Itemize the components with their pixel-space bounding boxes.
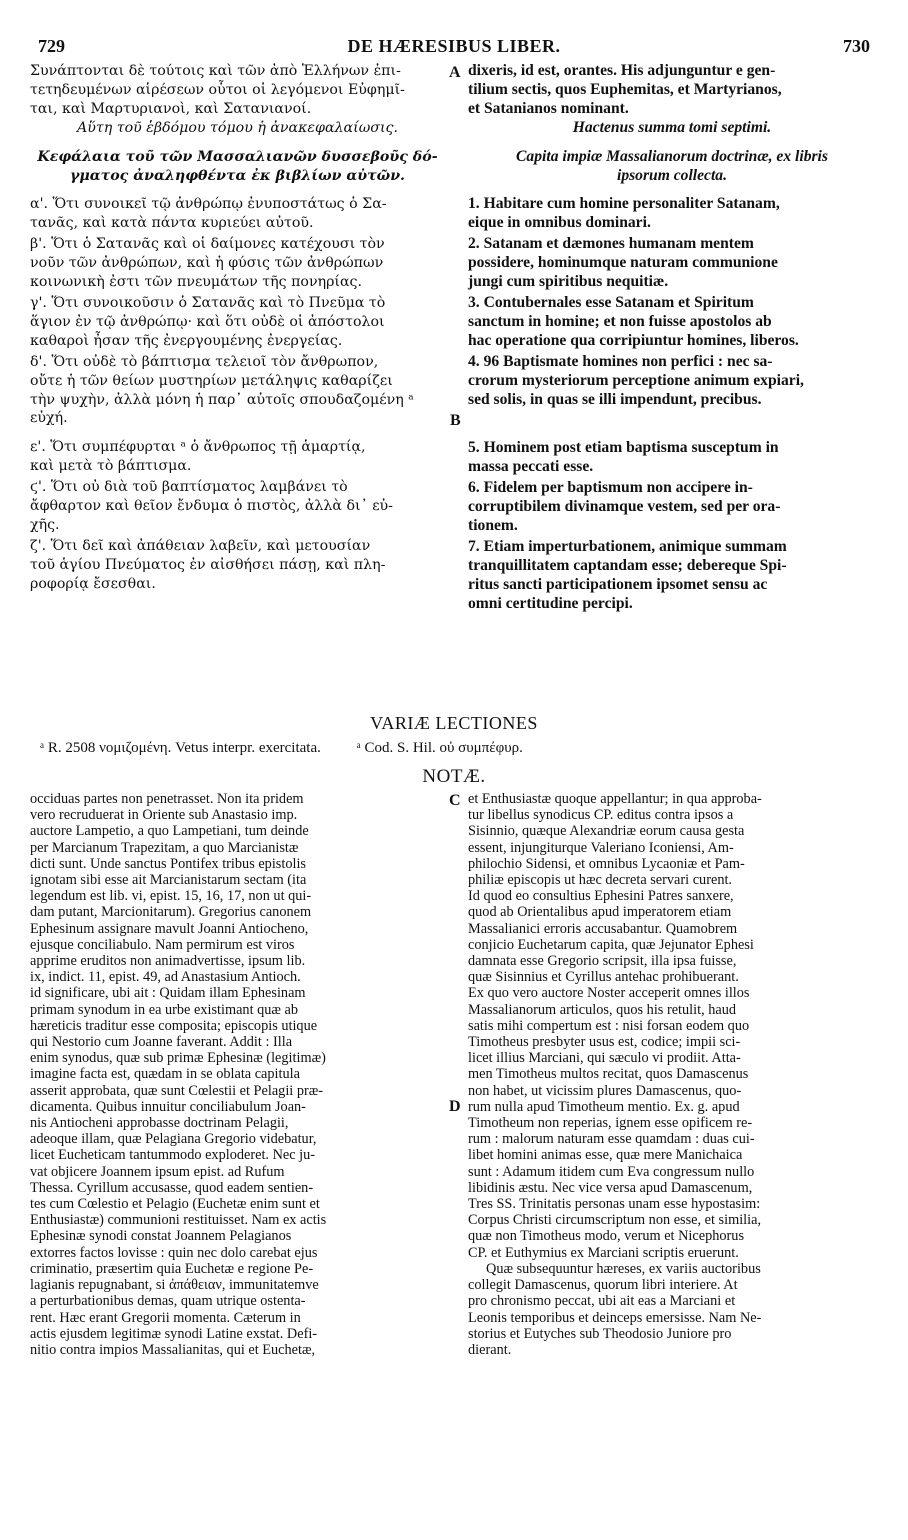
margin-letter-b: B [450, 412, 461, 429]
note-line: Massalianorum articulos, quos his retulit, haud [468, 1001, 737, 1018]
note-line: damnata esse Gregorio scripsit, illa ipsa fuisse, [468, 953, 737, 970]
greek-line: ϛ'. Ὅτι οὐ διὰ τοῦ βαπτίσματος λαμβάνει τὸ [30, 479, 348, 496]
greek-line: τανᾶς, καὶ κατὰ πάντα κυριεύει αὐτοῦ. [30, 215, 314, 232]
note-line: dicamenta. Quibus innuitur conciliabulum Joan- [30, 1098, 306, 1115]
note-line: Ephesinum assignare mavult Joanni Antiocheno, [30, 920, 309, 937]
spacer [468, 138, 876, 148]
greek-line: καὶ μετὰ τὸ βάπτισμα. [30, 458, 192, 475]
latin-intro-line: tilium sectis, quos Euphemitas, et Martyrianos, [468, 80, 782, 98]
note-line: quæ non Timotheus modo, verum et Nicephorus [468, 1228, 745, 1245]
latin-line: corruptibilem divinamque vestem, sed per ora- [468, 498, 781, 516]
note-line: per Marcianum Trapezitam, a quo Marcianistæ [30, 839, 299, 856]
note-line: libet homini animas esse, quæ mere Manichaica [468, 1147, 743, 1164]
note-line: adeoque illam, quæ Pelagiana Gregorio videbatur, [30, 1131, 317, 1148]
note-line: rum nulla apud Timotheum mentio. Ex. g. apud [468, 1098, 740, 1115]
note-line: id significare, ubi ait : Quidam illam Ephesinam [30, 985, 306, 1002]
latin-item-3 [468, 294, 876, 351]
greek-item-6 [30, 478, 445, 535]
greek-line: ζ'. Ὅτι δεῖ καὶ ἀπάθειαν λαβεῖν, καὶ μετουσίαν [30, 537, 371, 554]
note-line: licet Eucheticam tantummodo exploderet. Nec ju- [30, 1147, 316, 1164]
latin-line: eique in omnibus dominari. [468, 214, 651, 232]
running-header [30, 36, 878, 58]
note-line: ejusque conciliabulo. Nam permirum est viros [30, 936, 295, 953]
greek-column [30, 62, 445, 594]
note-line: quæ Sisinnius et Cyrillus antehac prohibuerant. [468, 969, 739, 986]
note-line: Tres SS. Trinitatis personas unam esse hypostasim: [468, 1196, 761, 1213]
latin-line: tionem. [468, 517, 518, 535]
latin-line: 5. Hominem post etiam baptisma susceptum in [468, 439, 779, 457]
latin-item-5 [468, 439, 876, 477]
note-line: vero recruduerat in Oriente sub Anastasio imp. [30, 807, 298, 824]
latin-line: hac operatione qua corripiuntur homines, liberos. [468, 331, 799, 349]
note-line: asserit approbata, quæ sunt Cœlestii et Pelagii præ- [30, 1082, 324, 1099]
latin-tome-end: Hactenus summa tomi septimi. [572, 118, 772, 136]
note-line: satis mihi compertum est : nisi forsan eodem quo [468, 1017, 750, 1034]
greek-line: οὔτε ἡ τῶν θείων μυστηρίων μετάληψις καθαρίζει [30, 372, 393, 389]
latin-item-4 [468, 353, 876, 410]
greek-line: ἅγιον ἐν τῷ ἀνθρώπῳ· καὶ ὅτι οὐδὲ οἱ ἀπόστολοι [30, 313, 385, 330]
latin-line: 3. Contubernales esse Satanam et Spiritum [468, 293, 754, 311]
running-title: DE HÆRESIBUS LIBER. [347, 36, 561, 56]
page-number-right: 730 [843, 36, 870, 56]
latin-line: possidere, hominumque naturam communione [468, 254, 778, 272]
latin-heading-line: Capita impiæ Massalianorum doctrinæ, ex libris [516, 147, 828, 165]
note-line: Massalianici erroris accusabantur. Quamobrem [468, 920, 738, 937]
latin-column [468, 62, 876, 614]
note-line: extorres factos lovisse : quin nec dolo carebat ejus [30, 1244, 318, 1261]
note-line: men Timotheus multos recitat, quos Damascenus [468, 1066, 749, 1083]
note-line: et Enthusiastæ quoque appellantur; in qua approba- [468, 791, 762, 807]
notae-title: NOTÆ. [422, 766, 486, 787]
greek-line: χῆς. [30, 516, 60, 533]
latin-line: 6. Fidelem per baptismum non accipere in- [468, 479, 753, 497]
note-line: apprime eruditos non animadvertisse, ipsum lib. [30, 953, 306, 970]
latin-line: tranquillitatem captandam esse; debereque Spi- [468, 556, 787, 574]
greek-heading-line: γματος ἀναληφθέντα ἐκ βιβλίων αὐτῶν. [70, 167, 405, 184]
note-line: enim synodus, quæ sub primæ Ephesinæ (legitimæ) [30, 1050, 326, 1067]
note-line: Ex quo vero auctore Noster acceperit omnes illos [468, 985, 750, 1002]
greek-item-5 [30, 438, 445, 476]
note-line: actis ejusdem legitimæ synodi Latine exstat. Defi- [30, 1325, 318, 1342]
note-line: ignotam sibi esse ait Marcianistarum sectam (ita [30, 872, 307, 889]
note-line: hæreticis traditur esse composita; episcopis utique [30, 1017, 318, 1034]
spacer [30, 138, 445, 148]
note-line: rent. Hæc erant Gregorii momenta. Cæterum in [30, 1309, 301, 1326]
note-line: auctore Lampetio, a quo Lampetiani, tum deinde [30, 823, 309, 840]
margin-letter-c: C [449, 792, 461, 809]
note-line: rum : malorum naturam esse quamdam : duas cui- [468, 1131, 755, 1148]
latin-line: 1. Habitare cum homine personaliter Satanam, [468, 195, 780, 213]
note-line: Leonis temporibus et deinceps emersisse. Nam Ne- [468, 1309, 762, 1326]
spacer [468, 185, 876, 195]
note-line: qui Nestorio cum Joanne faverant. Addit : Illa [30, 1034, 293, 1051]
latin-intro-line: dixeris, id est, orantes. His adjunguntur e gen- [468, 62, 776, 79]
greek-line: τὴν ψυχὴν, ἀλλὰ μόνη ἡ παρ᾽ αὐτοῖς σπουδαζομένη ᵃ [30, 391, 414, 408]
note-line: primam synodum in ea urbe existimant quæ ab [30, 1001, 299, 1018]
greek-intro-line: τετηδευμένων αἱρέσεων οὗτοι οἱ λεγόμενοι Εὐφημῖ- [30, 81, 405, 98]
note-line: Sisinnio, quæque Alexandriæ eorum causa gesta [468, 823, 745, 840]
note-line: lagianis repugnabant, si ἀπάθειαν, immunitatemve [30, 1277, 319, 1294]
note-line: occiduas partes non penetrasset. Non ita pridem [30, 791, 304, 807]
note-line: nitio contra impios Massalianitas, qui et Euchetæ, [30, 1341, 316, 1358]
greek-line: εὐχή. [30, 410, 68, 427]
note-line: collegit Damascenus, quorum libri interiere. At [468, 1277, 738, 1294]
latin-item-6 [468, 479, 876, 536]
latin-line: 7. Etiam imperturbationem, animique summam [468, 537, 787, 555]
latin-line: massa peccati esse. [468, 458, 594, 476]
note-line: Timotheus presbyter usus est, codice; impii sci- [468, 1034, 741, 1051]
greek-line: ροφορίᾳ ἔσεσθαι. [30, 575, 156, 592]
margin-letter-d: D [449, 1098, 461, 1115]
note-line: imagine facta est, quædam in se oblata capitula [30, 1066, 300, 1083]
note-line: Enthusiastæ) communioni restituisset. Nam ex actis [30, 1212, 327, 1229]
greek-intro-line: ται, καὶ Μαρτυριανοὶ, καὶ Σατανιανοί. [30, 100, 312, 117]
greek-line: νοῦν τῶν ἀνθρώπων, καὶ ἡ φύσις τῶν ἀνθρώπων [30, 255, 384, 272]
greek-item-7 [30, 537, 445, 594]
greek-intro-line: Συνάπτονται δὲ τούτοις καὶ τῶν ἀπὸ Ἑλλήνων ἐπι- [30, 63, 401, 79]
note-line: tur libellus synodicus CP. editus contra ipsos a [468, 807, 734, 824]
note-line: dam putant, Marcionitarum). Gregorius canonem [30, 904, 312, 921]
page-number-left: 729 [38, 36, 65, 56]
greek-line: κοινωνικὴ ἐστι τῶν πνευμάτων τῆς πονηρίας. [30, 274, 363, 291]
greek-tome-end: Αὕτη τοῦ ἑβδόμου τόμου ἡ ἀνακεφαλαίωσις. [77, 119, 398, 136]
variae-lectiones [40, 740, 880, 757]
spacer [30, 428, 445, 438]
note-line: licet illius Marciani, qui sæculo vi prodiit. Atta- [468, 1050, 741, 1067]
note-line: libidinis æstu. Nec vice versa apud Damascenum, [468, 1179, 753, 1196]
greek-item-1 [30, 195, 445, 233]
latin-item-7 [468, 538, 876, 614]
latin-line: jungi cum spiritibus nequitiæ. [468, 273, 669, 291]
note-line: philochio Sidensi, et omnibus Lycaoniæ et Pam- [468, 855, 745, 872]
greek-item-2 [30, 235, 445, 292]
greek-line: καθαροὶ ἦσαν τῆς ἐνεργουμένης ἐνεργείας. [30, 332, 343, 349]
latin-line: 2. Satanam et dæmones humanam mentem [468, 235, 754, 253]
greek-line: γ'. Ὅτι συνοικοῦσιν ὁ Σατανᾶς καὶ τὸ Πνεῦμα τὸ [30, 294, 386, 311]
note-line: a perturbationibus demas, quam utrique ostenta- [30, 1293, 306, 1310]
greek-line: ε'. Ὅτι συμπέφυρται ᵃ ὁ ἄνθρωπος τῇ ἁμαρτίᾳ, [30, 439, 366, 456]
greek-line: τοῦ ἁγίου Πνεύματος ἐν αἰσθήσει πάσῃ, καὶ πλη- [30, 556, 386, 573]
notes-right-column [468, 791, 878, 1358]
greek-item-3 [30, 294, 445, 351]
latin-item-2 [468, 235, 876, 292]
note-line: dierant. [468, 1341, 512, 1358]
latin-line: sanctum in homine; et non fuisse apostolos ab [468, 312, 772, 330]
note-line: ix, indict. 11, epist. 49, ad Anastasium Antioch. [30, 969, 301, 986]
note-line: legendum est lib. vi, epist. 15, 16, 17, non ut qui- [30, 888, 312, 905]
note-line: non habet, ut vicissim plures Damascenus, quo- [468, 1082, 742, 1099]
variae-lectiones-title: VARIÆ LECTIONES [370, 713, 538, 733]
note-line: Timotheum non reperias, ignem esse opificem re- [468, 1115, 753, 1132]
note-line: vat objicere Joannem ipsum epist. ad Rufum [30, 1163, 285, 1180]
spacer [468, 409, 876, 439]
greek-line: β'. Ὅτι ὁ Σατανᾶς καὶ οἱ δαίμονες κατέχουσι τὸν [30, 236, 385, 253]
note-line: quod ab Orientalibus apud imperatorem etiam [468, 904, 732, 921]
latin-line: sed solis, in quas se illi impendunt, precibus. [468, 390, 762, 408]
note-line: tes cum Cœlestio et Pelagio (Euchetæ enim sunt et [30, 1196, 320, 1213]
notes-left-column [30, 791, 442, 1358]
variant-reading: ᵃ R. 2508 νομιζομένη. Vetus interpr. exercitata. [40, 740, 321, 756]
latin-line: ritus sancti participationem ipsomet sensu ac [468, 575, 768, 593]
note-line: pro chronismo peccat, ubi ait eas a Marciani et [468, 1293, 736, 1310]
note-line: conjicio Euchetarum capita, quæ Jejunator Ephesi [468, 936, 754, 953]
latin-heading-line: ipsorum collecta. [616, 166, 728, 184]
note-line: Thessa. Cyrillum accusasse, quod eadem sentien- [30, 1179, 314, 1196]
note-line: criminatio, præsertim quia Euchetæ e regione Pe- [30, 1260, 314, 1277]
note-line: Quæ subsequuntur hæreses, ex variis auctoribus [486, 1260, 761, 1277]
latin-item-1 [468, 195, 876, 233]
note-line: storius et Eutyches sub Theodosio Juniore pro [468, 1325, 732, 1342]
greek-line: δ'. Ὅτι οὐδὲ τὸ βάπτισμα τελειοῖ τὸν ἄνθρωπον, [30, 353, 379, 370]
note-line: philiæ episcopis ut hæc decreta servari curent. [468, 872, 733, 889]
spacer [30, 185, 445, 195]
note-line: Id quod eo consultius Ephesini Patres sanxere, [468, 888, 734, 905]
latin-intro-line: et Satanianos nominant. [468, 99, 629, 117]
latin-line: crorum mysteriorum perceptione animum expiari, [468, 371, 804, 389]
note-line: CP. et Euthymius ex Marciani scriptis eruerunt. [468, 1244, 739, 1261]
latin-line: omni certitudine percipi. [468, 594, 633, 612]
note-line: sunt : Adamum itidem cum Eva congressum nullo [468, 1163, 755, 1180]
note-line: dicti sunt. Unde sanctus Pontifex tribus epistolis [30, 855, 306, 872]
note-line: essent, injungiturque Valeriano Iconiensi, Am- [468, 839, 734, 856]
greek-item-4 [30, 353, 445, 429]
note-line: nis Antiocheni approbasse doctrinam Pelagii, [30, 1115, 289, 1132]
latin-line: 4. 96 Baptismate homines non perfici : nec sa- [468, 352, 773, 370]
greek-line: ἄφθαρτον καὶ θεῖον ἔνδυμα ὁ πιστὸς, ἀλλὰ δι᾽ εὐ- [30, 498, 393, 515]
note-line: Ephesinæ synodi constat Joannem Pelagianos [30, 1228, 292, 1245]
greek-heading-line: Κεφάλαια τοῦ τῶν Μασσαλιανῶν δυσσεβοῦς δό- [37, 148, 438, 165]
greek-line: α'. Ὅτι συνοικεῖ τῷ ἀνθρώπῳ ἐνυποστάτως ὁ Σα- [30, 196, 387, 213]
variant-reading: ᵃ Cod. S. Hil. οὐ συμπέφυρ. [356, 740, 523, 756]
note-line: Corpus Christi circumscriptum non esse, et similia, [468, 1212, 762, 1229]
margin-letter-a: A [449, 64, 461, 81]
